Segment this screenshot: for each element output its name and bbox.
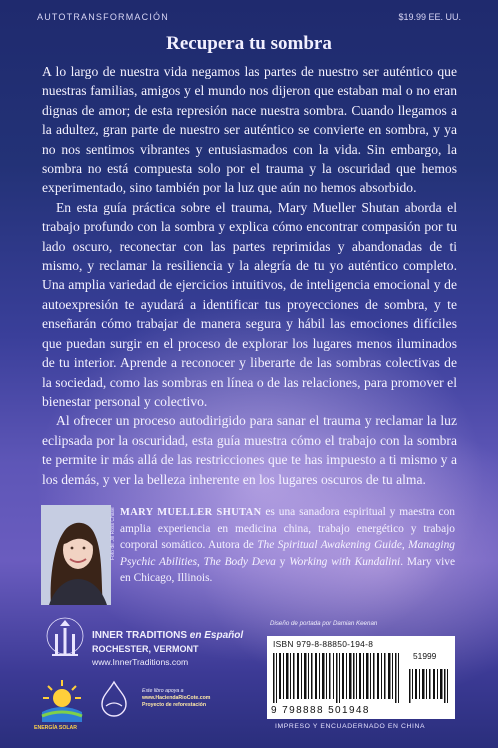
reforestation-note xyxy=(142,688,222,709)
blurb-paragraph: A lo largo de nuestra vida negamos las partes de nuestro ser auténtico que nuestras familias, amigos y el mundo nos dijeron que estaban mal o no eran dignas de amor; de esta represión nace nuestra sombra. Cuando llegamos a la adultez, gran parte de nuestro ser auténtico se convierte en sombra, y ya no nos sentimos vibrantes y entusiasmados con la vida. Sin embargo, la sombra no está compuesta solo por el trauma y la oscuridad que hemos experimentado, sino también por la luz que aún no hemos absorbido. xyxy=(42,64,457,196)
solar-energy-label: ENERGÍA SOLAR xyxy=(34,725,78,731)
blurb-paragraph: En esta guía práctica sobre el trauma, Mary Mueller Shutan aborda el trabajo profundo con la sombra y explica cómo encontrar compasión por tu lado oscuro, reconectar con las partes reprimidas y abandonadas de ti mismo, y reclamar la resiliencia y la alegría de tu yo auténtico completo. Una amplia variedad de ejercicios intuitivos, de inteligencia emocional y de autoexpresión te ayudará a identificar tus proyecciones de sombra, y te enseñarán cómo trabajar de manera segura y hábil las emociones difíciles que puedan surgir en el proceso de explorar los lugares menos iluminados de tu interior. Aprende a reconocer y liberarte de las sombras colectivas de la sociedad, como las sombras en línea o de las relaciones, para promover el bienestar personal y colectivo. xyxy=(42,199,457,409)
publisher-name-es: en Español xyxy=(187,630,244,641)
price-label: $19.99 EE. UU. xyxy=(398,12,461,22)
hacienda-rio-cote-icon xyxy=(96,678,132,718)
reforestation-line: Proyecto de reforestación xyxy=(142,702,207,708)
isbn-label: ISBN 979-8-88850-194-8 xyxy=(273,639,374,649)
printed-in-label: IMPRESO Y ENCUADERNADO EN CHINA xyxy=(275,723,426,730)
book-title-2: Managing Psychic Abilities xyxy=(120,539,455,568)
bio-separator: , xyxy=(197,555,204,568)
publisher-name xyxy=(92,630,243,641)
book-title-4: Working with Kundalini xyxy=(289,555,401,568)
bio-separator: , xyxy=(401,539,409,552)
top-bar xyxy=(37,12,461,26)
book-title-1: The Spiritual Awakening Guide xyxy=(257,539,402,552)
book-title: Recupera tu sombra xyxy=(166,33,332,54)
author-name: MARY MUELLER SHUTAN xyxy=(120,507,262,518)
design-credit: Diseño de portada por Damian Keenan xyxy=(270,620,378,627)
photo-credit: Foto de Jill Ross Chase xyxy=(110,507,116,560)
book-title-3: The Body Deva xyxy=(203,555,276,568)
bio-text: es una sanadora espiritual y maestra con amplia experiencia en medicina china, trabajo energético y trabajo corporal somático. Autora de xyxy=(120,506,456,552)
barcode-box xyxy=(267,636,455,719)
bio-separator: y xyxy=(275,555,290,568)
category-label: AUTOTRANSFORMACIÓN xyxy=(37,12,169,22)
ean-number: 9 798888 501948 xyxy=(271,705,370,716)
reforestation-line: Este libro apoya a xyxy=(142,688,184,694)
blurb-paragraph: Al ofrecer un proceso autodirigido para sanar el trauma y reclamar la luz eclipsada por la oscuridad, esta guía muestra cómo el trabajo con la sombra te permite ir más allá de las restricciones que te has impuesto a ti mismo y a los demás, y ver la belleza inherente en los lugares oscuros de tu alma. xyxy=(42,413,457,487)
price-code: 51999 xyxy=(413,651,437,661)
bio-text: . Mary vive en Chicago, Illinois. xyxy=(120,555,455,584)
author-photo xyxy=(41,505,111,605)
solar-energy-icon xyxy=(40,678,84,728)
reforestation-url: www.HaciendaRioCote.com xyxy=(142,695,211,701)
author-bio xyxy=(120,504,455,586)
publisher-website: www.InnerTraditions.com xyxy=(92,657,189,667)
publisher-name-text: INNER TRADITIONS xyxy=(92,630,187,641)
inner-traditions-logo-icon xyxy=(44,614,86,670)
publisher-city: ROCHESTER, VERMONT xyxy=(92,644,199,654)
blurb xyxy=(42,62,457,489)
